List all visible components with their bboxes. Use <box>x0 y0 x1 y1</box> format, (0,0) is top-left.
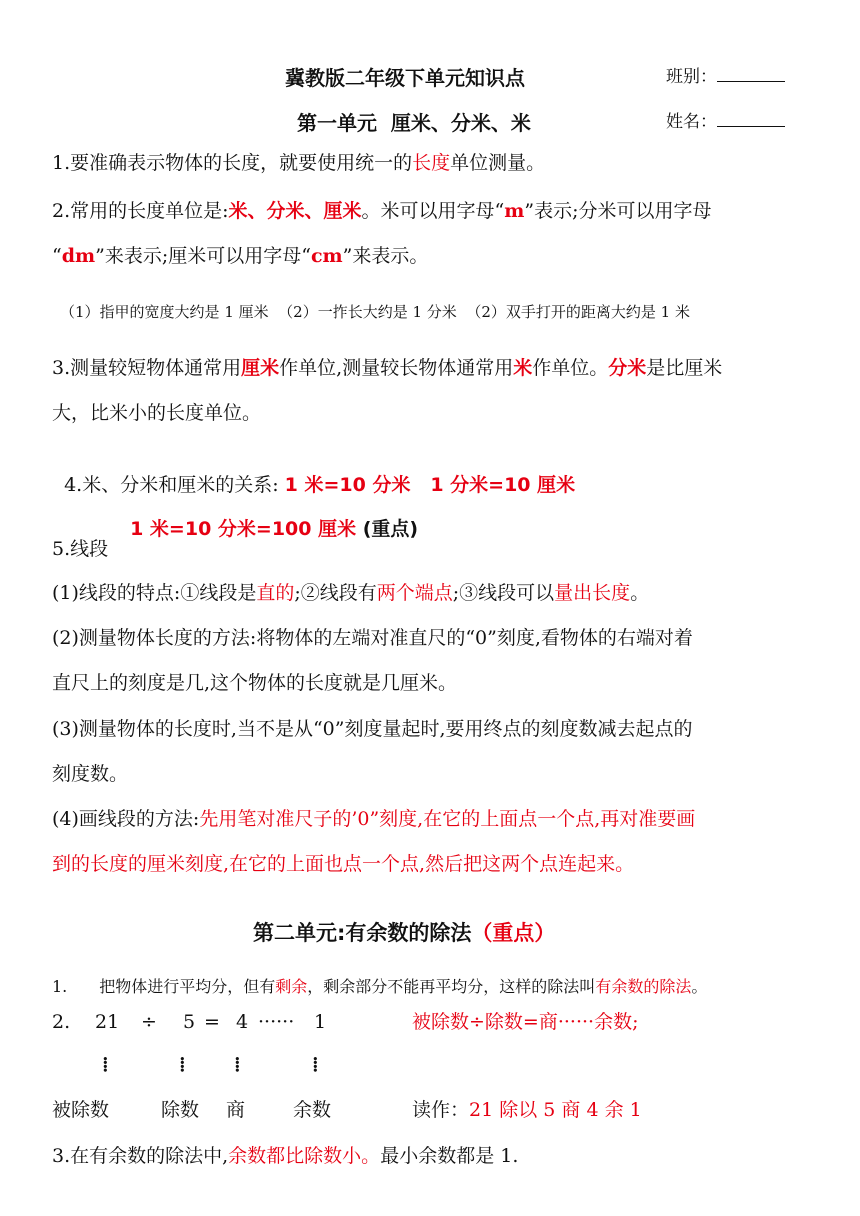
unit1-point-5-4 <box>52 806 695 832</box>
highlight: 21 除以 5 商 4 余 1 <box>469 1099 642 1121</box>
text: ”表示;分米可以用字母 <box>524 200 712 222</box>
text: ”来表示;厘米可以用字母“ <box>95 245 311 267</box>
unit1-point-2 <box>52 198 712 224</box>
point-number: 1. <box>52 977 68 996</box>
highlight: 量出长度 <box>554 582 631 604</box>
class-field[interactable] <box>666 62 785 87</box>
label-dividend: 被除数 <box>52 1099 110 1121</box>
highlight: cm <box>310 245 343 267</box>
text: ;③线段可以 <box>452 582 555 604</box>
text: 把物体进行平均分，但有 <box>99 977 276 996</box>
unit1-point-5-4-cont: 到的长度的厘米刻度,在它的上面也点一个点,然后把这两个点连起来。 <box>52 853 635 875</box>
highlight: 余数都比除数小。 <box>228 1145 381 1167</box>
label-remainder: 余数 <box>293 1099 332 1121</box>
highlight: 米、分米、厘米 <box>228 200 362 222</box>
highlight: 1 米=10 分米 1 分米=10 厘米 <box>284 474 576 496</box>
text: 2.常用的长度单位是: <box>52 200 229 222</box>
text: 单位测量。 <box>450 152 546 174</box>
highlight: 1 米=10 分米=100 厘米 <box>130 518 357 540</box>
text: 3.测量较短物体通常用 <box>52 357 242 379</box>
text: 。米可以用字母“ <box>361 200 505 222</box>
text: ;②线段有 <box>294 582 377 604</box>
text: 作单位。 <box>532 357 609 379</box>
text: 第二单元:有余数的除法 <box>253 921 472 945</box>
name-blank[interactable] <box>717 112 785 127</box>
class-label: 班别： <box>666 67 717 87</box>
equation-dividend: 21 <box>95 1011 120 1033</box>
class-blank[interactable] <box>717 67 785 82</box>
highlight: 有余数的除法 <box>595 977 692 996</box>
highlight: 厘米 <box>241 357 280 379</box>
text: 是比厘米 <box>646 357 723 379</box>
unit1-point-2-cont <box>52 243 428 269</box>
unit1-point-5-2: (2)测量物体长度的方法:将物体的左端对准直尺的“0”刻度,看物体的右端对着 <box>52 627 693 649</box>
text: 。 <box>630 582 650 604</box>
equation-divide-sign: ÷ <box>141 1011 157 1033</box>
text: 3.在有余数的除法中, <box>52 1145 229 1167</box>
unit1-point-5-2-cont: 直尺上的刻度是几,这个物体的长度就是几厘米。 <box>52 672 458 694</box>
highlight: （重点） <box>471 921 556 945</box>
equation-quotient: 4 <box>236 1011 249 1033</box>
highlight: 剩余 <box>275 977 308 996</box>
name-label: 姓名： <box>666 112 717 132</box>
unit2-point-1 <box>52 976 707 998</box>
text: ”来表示。 <box>342 245 429 267</box>
text: “ <box>52 245 62 267</box>
connector-dots-dividend: ⁞ <box>102 1052 107 1076</box>
unit1-point-5-3-cont: 刻度数。 <box>52 763 129 785</box>
reading <box>412 1097 642 1123</box>
text: 4.米、分米和厘米的关系: <box>64 474 285 496</box>
highlight: 长度 <box>412 152 451 174</box>
unit2-title <box>253 917 555 947</box>
unit1-point-3-cont: 大，比米小的长度单位。 <box>52 402 262 424</box>
text: 作单位,测量较长物体通常用 <box>279 357 514 379</box>
text: ，剩余部分不能再平均分，这样的除法叫 <box>307 977 596 996</box>
equation-ellipsis: ······ <box>258 1011 295 1033</box>
highlight: 先用笔对准尺子的’0”刻度,在它的上面点一个点,再对准要画 <box>199 808 696 830</box>
equation-divisor: 5 <box>183 1011 196 1033</box>
text: (4)画线段的方法: <box>52 808 200 830</box>
equation-equals: = <box>204 1011 220 1033</box>
unit1-title: 第一单元 厘米、分米、米 <box>297 111 531 135</box>
highlight: 米 <box>513 357 533 379</box>
unit1-point-1 <box>52 150 545 176</box>
equation-remainder: 1 <box>314 1011 327 1033</box>
text: 。 <box>691 977 708 996</box>
highlight: dm <box>61 245 96 267</box>
unit1-point-3 <box>52 355 722 381</box>
equation-number: 2. <box>52 1011 71 1033</box>
text: 最小余数都是 1. <box>380 1145 519 1167</box>
unit1-point-5: 5.线段 <box>52 538 109 560</box>
document-title: 冀教版二年级下单元知识点 <box>285 66 525 90</box>
unit1-examples: （1）指甲的宽度大约是 1 厘米 （2）一拃长大约是 1 分米 （2）双手打开的距离大约是 1 米 <box>60 303 690 321</box>
unit2-point-3 <box>52 1143 518 1169</box>
highlight: m <box>504 200 525 222</box>
highlight: 直的 <box>256 582 295 604</box>
emphasis-note: (重点) <box>356 518 419 540</box>
label-quotient: 商 <box>226 1099 246 1121</box>
connector-dots-remainder: ⁞ <box>312 1052 317 1076</box>
text: 读作： <box>412 1099 470 1121</box>
unit1-point-5-1 <box>52 580 649 606</box>
highlight: 两个端点 <box>376 582 453 604</box>
division-formula: 被除数÷除数=商······余数; <box>412 1011 639 1033</box>
connector-dots-divisor: ⁞ <box>179 1052 184 1076</box>
highlight: 分米 <box>608 357 647 379</box>
unit1-point-5-3: (3)测量物体的长度时,当不是从“0”刻度量起时,要用终点的刻度数减去起点的 <box>52 718 693 740</box>
text: 1.要准确表示物体的长度，就要使用统一的 <box>52 152 413 174</box>
unit1-point-4-formula <box>118 490 418 542</box>
name-field[interactable] <box>666 107 785 132</box>
connector-dots-quotient: ⁞ <box>234 1052 239 1076</box>
text: (1)线段的特点:①线段是 <box>52 582 257 604</box>
label-divisor: 除数 <box>161 1099 200 1121</box>
